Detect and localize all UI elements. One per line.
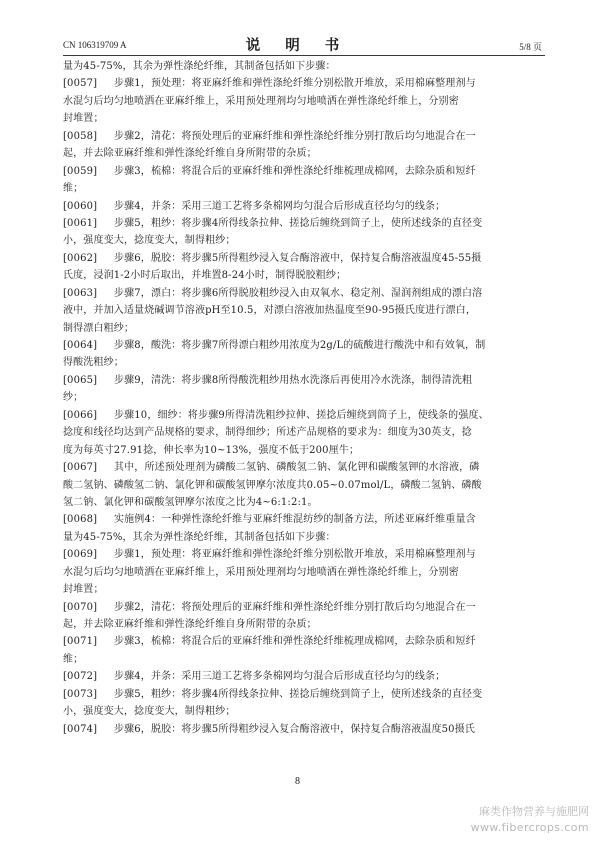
line-text: 维； <box>63 183 84 195</box>
text-line <box>63 511 545 528</box>
line-text: 起，并去除亚麻纤维和弹性涤纶纤维自身所附带的杂质； <box>63 148 317 160</box>
watermark-title: 麻类作物营养与施肥网 <box>479 805 589 818</box>
text-line <box>63 180 545 197</box>
line-text: 氏度，浸润1-2小时后取出，并堆置8-24小时，制得脱胶粗纱； <box>63 270 347 282</box>
paragraph-number: [0066] <box>63 409 98 421</box>
text-line <box>63 633 545 650</box>
text-line <box>63 599 545 616</box>
paragraph-number: [0068] <box>63 514 98 526</box>
line-text: 步骤4，并条：采用三道工艺将多条棉网均匀混合后形成直径均匀的线条； <box>114 671 446 683</box>
paragraph-number: [0058] <box>63 130 98 142</box>
text-line <box>63 250 545 267</box>
line-text: 步骤9，清洗：将步骤8所得酸洗粗纱用热水洗涤后再使用冷水洗涤，制得清洗粗 <box>114 374 473 386</box>
text-line <box>63 93 545 110</box>
document-body <box>63 58 545 738</box>
text-line <box>63 442 545 459</box>
line-text: 步骤6，脱胶：将步骤5所得粗纱浸入复合酶溶液中，保持复合酶溶液温度45-55摄 <box>114 252 482 264</box>
text-line <box>63 424 545 441</box>
line-text: 步骤8，酸洗：将步骤7所得漂白粗纱用浓度为2g/L的硫酸进行酸洗中和有效氧，制 <box>114 340 486 351</box>
line-text: 水混匀后均匀地喷洒在亚麻纤维上，采用预处理剂均匀地喷洒在弹性涤纶纤维上，分别密 <box>63 95 459 107</box>
text-line <box>63 145 545 162</box>
paragraph-number: [0064] <box>63 340 98 351</box>
paragraph-number: [0060] <box>63 200 98 212</box>
line-text: 捻度和线径均达到产品规格的要求，制得细纱；所述产品规格的要求为：细度为30英支，捻 <box>63 427 472 439</box>
document-number: CN 106319709 A <box>63 40 127 50</box>
text-line <box>63 267 545 284</box>
text-line <box>63 564 545 581</box>
line-text: 步骤6，脱胶：将步骤5所得粗纱浸入复合酶溶液中，保持复合酶溶液温度50摄氏 <box>114 723 475 735</box>
text-line <box>63 721 545 738</box>
line-text: 步骤2，清花：将预处理后的亚麻纤维和弹性涤纶纤维分别打散后均匀地混合在一 <box>114 130 476 142</box>
text-line <box>63 354 545 371</box>
line-text: 实施例4：一种弹性涤纶纤维与亚麻纤维混纺纱的制备方法，所述亚麻纤维重量含 <box>114 514 476 526</box>
text-line <box>63 372 545 389</box>
text-line <box>63 668 545 685</box>
text-line <box>63 389 545 406</box>
line-text: 度为每英寸27.91捻，伸长率为10~13%，强度不低于200厘牛； <box>63 444 360 456</box>
text-line <box>63 651 545 668</box>
line-text: 步骤3，梳棉：将混合后的亚麻纤维和弹性涤纶纤维梳理成棉网，去除杂质和短纤 <box>114 636 476 648</box>
text-line <box>63 320 545 337</box>
line-text: 起，并去除亚麻纤维和弹性涤纶纤维自身所附带的杂质； <box>63 619 317 630</box>
line-text: 封堆置； <box>63 584 104 596</box>
paragraph-number: [0059] <box>63 165 98 177</box>
line-text: 维； <box>63 653 84 665</box>
text-line <box>63 686 545 703</box>
paragraph-number: [0073] <box>63 688 98 700</box>
line-text: 其中，所述预处理剂为磷酸二氢钠、磷酸氢二钠、氯化钾和碳酸氢钾的水溶液，磷 <box>114 462 480 474</box>
page-number: 8 <box>295 776 300 787</box>
page-of-counter: 5/8 页 <box>519 42 542 52</box>
line-text: 封堆置； <box>63 113 104 125</box>
watermark <box>471 804 589 836</box>
text-line <box>63 110 545 127</box>
text-line <box>63 337 545 354</box>
text-line <box>63 546 545 563</box>
text-line <box>63 302 545 319</box>
line-text: 步骤1，预处理：将亚麻纤维和弹性涤纶纤维分别松散开堆放，采用棉麻整理剂与 <box>114 78 476 90</box>
line-text: 步骤10，细纱：将步骤9所得清洗粗纱拉伸、搓捻后缠绕到筒子上，使线条的强度、 <box>114 409 489 421</box>
paragraph-number: [0070] <box>63 601 98 613</box>
line-text: 步骤1，预处理：将亚麻纤维和弹性涤纶纤维分别松散开堆放，采用棉麻整理剂与 <box>114 549 476 561</box>
line-text: 步骤7，漂白：将步骤6所得脱胶粗纱浸入由双氧水、稳定剂、湿润剂组成的漂白溶 <box>114 287 483 299</box>
paragraph-number: [0074] <box>63 723 98 735</box>
text-line <box>63 215 545 232</box>
line-text: 量为45-75%，其余为弹性涤纶纤维，其制备包括如下步骤： <box>63 531 336 543</box>
line-text: 小，强度变大，捻度变大，制得粗纱； <box>63 706 236 718</box>
watermark-url: www.fibercrops.com <box>470 821 589 834</box>
paragraph-number: [0067] <box>63 462 98 474</box>
line-text: 步骤3，梳棉：将混合后的亚麻纤维和弹性涤纶纤维梳理成棉网，去除杂质和短纤 <box>114 165 476 177</box>
paragraph-number: [0069] <box>63 549 98 561</box>
paragraph-number: [0072] <box>63 671 98 683</box>
paragraph-number: [0065] <box>63 374 98 386</box>
text-line <box>63 703 545 720</box>
line-text: 得酸洗粗纱； <box>63 357 124 369</box>
line-text: 步骤2，清花：将预处理后的亚麻纤维和弹性涤纶纤维分别打散后均匀地混合在一 <box>114 601 476 613</box>
text-line <box>63 407 545 424</box>
text-line <box>63 494 545 511</box>
line-text: 酸二氢钠、磷酸氢二钠、氯化钾和碳酸氢钾摩尔浓度共0.05~0.07mol/L，磷酸二氢钠、磷酸 <box>63 479 482 491</box>
text-line <box>63 232 545 249</box>
line-text: 步骤5，粗纱：将步骤4所得线条拉伸、搓捻后缠绕到筒子上，使所述线条的直径变 <box>114 688 483 700</box>
text-line <box>63 459 545 476</box>
line-text: 小，强度变大，捻度变大，制得粗纱； <box>63 235 236 247</box>
paragraph-number: [0061] <box>63 217 98 229</box>
line-text: 量为45-75%，其余为弹性涤纶纤维，其制备包括如下步骤： <box>63 61 336 72</box>
paragraph-number: [0063] <box>63 287 98 299</box>
line-text: 步骤4，并条：采用三道工艺将多条棉网均匀混合后形成直径均匀的线条； <box>114 200 446 212</box>
line-text: 液中，并加入适量烧碱调节溶液pH至10.5，对漂白溶液加热温度至90-95摄氏度进行漂白， <box>63 305 476 317</box>
line-text: 水混匀后均匀地喷洒在亚麻纤维上，采用预处理剂均匀地喷洒在弹性涤纶纤维上，分别密 <box>63 566 459 578</box>
paragraph-number: [0062] <box>63 252 98 264</box>
text-line <box>63 285 545 302</box>
text-line <box>63 198 545 215</box>
paragraph-number: [0057] <box>63 78 98 90</box>
text-line <box>63 616 545 633</box>
text-line <box>63 581 545 598</box>
page-title: 说 明 书 <box>245 38 350 54</box>
text-line <box>63 529 545 546</box>
line-text: 步骤5，粗纱：将步骤4所得线条拉伸、搓捻后缠绕到筒子上，使所述线条的直径变 <box>114 217 483 229</box>
paragraph-number: [0071] <box>63 636 98 648</box>
line-text: 氢二钠、氯化钾和碳酸氢钾摩尔浓度之比为4~6:1:2:1。 <box>63 496 318 508</box>
text-line <box>63 58 545 75</box>
line-text: 制得漂白粗纱； <box>63 322 135 334</box>
text-line <box>63 163 545 180</box>
text-line <box>63 75 545 92</box>
text-line <box>63 128 545 145</box>
header-rule <box>63 55 545 56</box>
line-text: 纱； <box>63 392 84 404</box>
text-line <box>63 477 545 494</box>
